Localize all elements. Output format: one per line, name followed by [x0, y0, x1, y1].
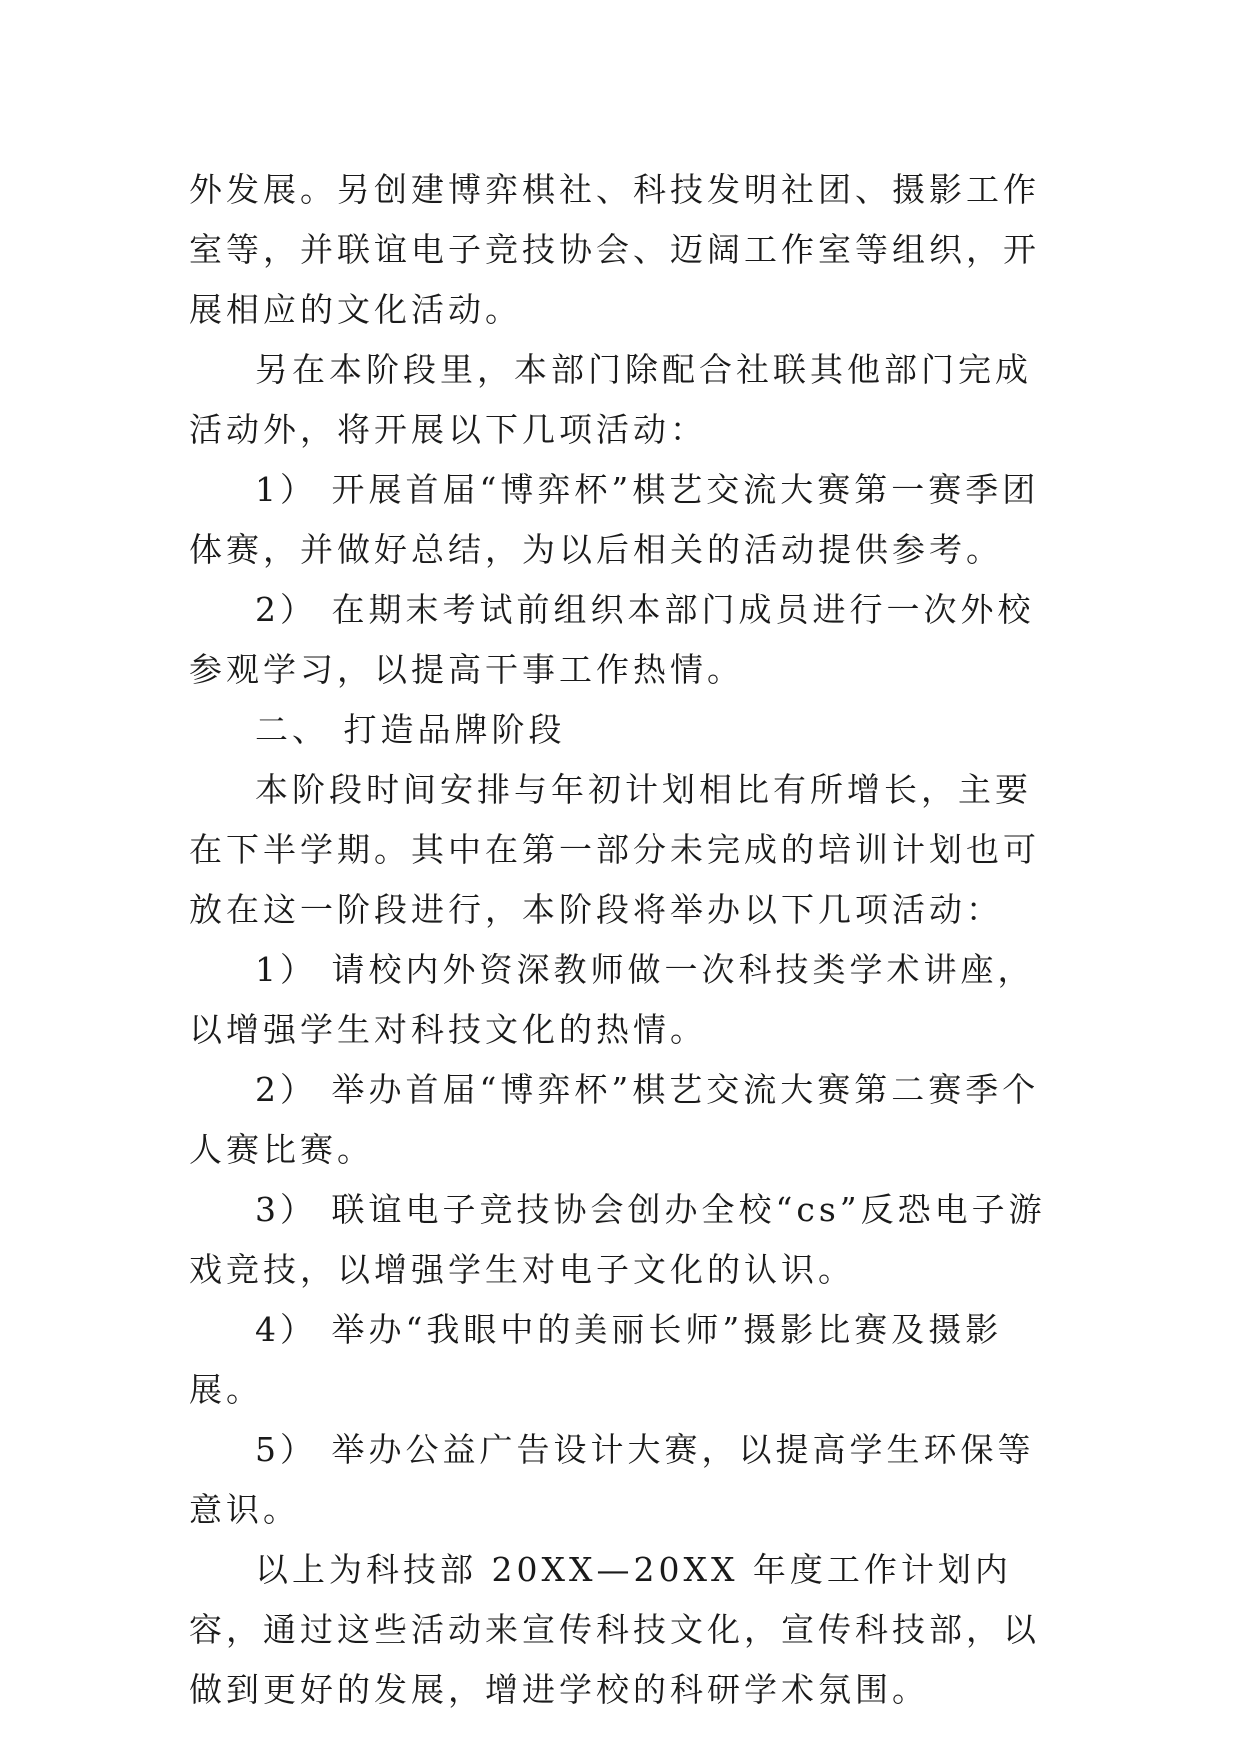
section-heading-brand-stage: 二、 打造品牌阶段: [255, 710, 566, 749]
list-item-stage1-activity-2: 2） 在期末考试前组织本部门成员进行一次外校参观学习，以提高干事工作热情。: [189, 590, 1035, 689]
list-item-stage2-activity-1: 1） 请校内外资深教师做一次科技类学术讲座，以增强学生对科技文化的热情。: [189, 950, 1035, 1049]
paragraph-continued-intro: 外发展。另创建博弈棋社、科技发明社团、摄影工作室等，并联谊电子竞技协会、迈阔工作室等组织，开展相应的文化活动。: [189, 170, 1040, 329]
paragraph-stage-activities-intro: 另在本阶段里，本部门除配合社联其他部门完成活动外，将开展以下几项活动：: [189, 350, 1032, 449]
document-body: [189, 160, 1059, 1720]
paragraph-conclusion: 以上为科技部 20XX—20XX 年度工作计划内容，通过这些活动来宣传科技文化，宣传科技部，以做到更好的发展，增进学校的科研学术氛围。: [189, 1550, 1040, 1709]
list-item-stage2-activity-2: 2） 举办首届“博弈杯”棋艺交流大赛第二赛季个人赛比赛。: [189, 1070, 1040, 1169]
list-item-stage2-activity-4: 4） 举办“我眼中的美丽长师”摄影比赛及摄影展。: [189, 1310, 1003, 1409]
list-item-stage2-activity-5: 5） 举办公益广告设计大赛，以提高学生环保等意识。: [189, 1430, 1035, 1529]
paragraph-brand-stage-intro: 本阶段时间安排与年初计划相比有所增长，主要在下半学期。其中在第一部分未完成的培训计划也可放在这一阶段进行，本阶段将举办以下几项活动：: [189, 770, 1040, 929]
list-item-stage1-activity-1: 1） 开展首届“博弈杯”棋艺交流大赛第一赛季团体赛，并做好总结，为以后相关的活动提供参考。: [189, 470, 1040, 569]
list-item-stage2-activity-3: 3） 联谊电子竞技协会创办全校“cs”反恐电子游戏竞技，以增强学生对电子文化的认识。: [189, 1190, 1046, 1289]
